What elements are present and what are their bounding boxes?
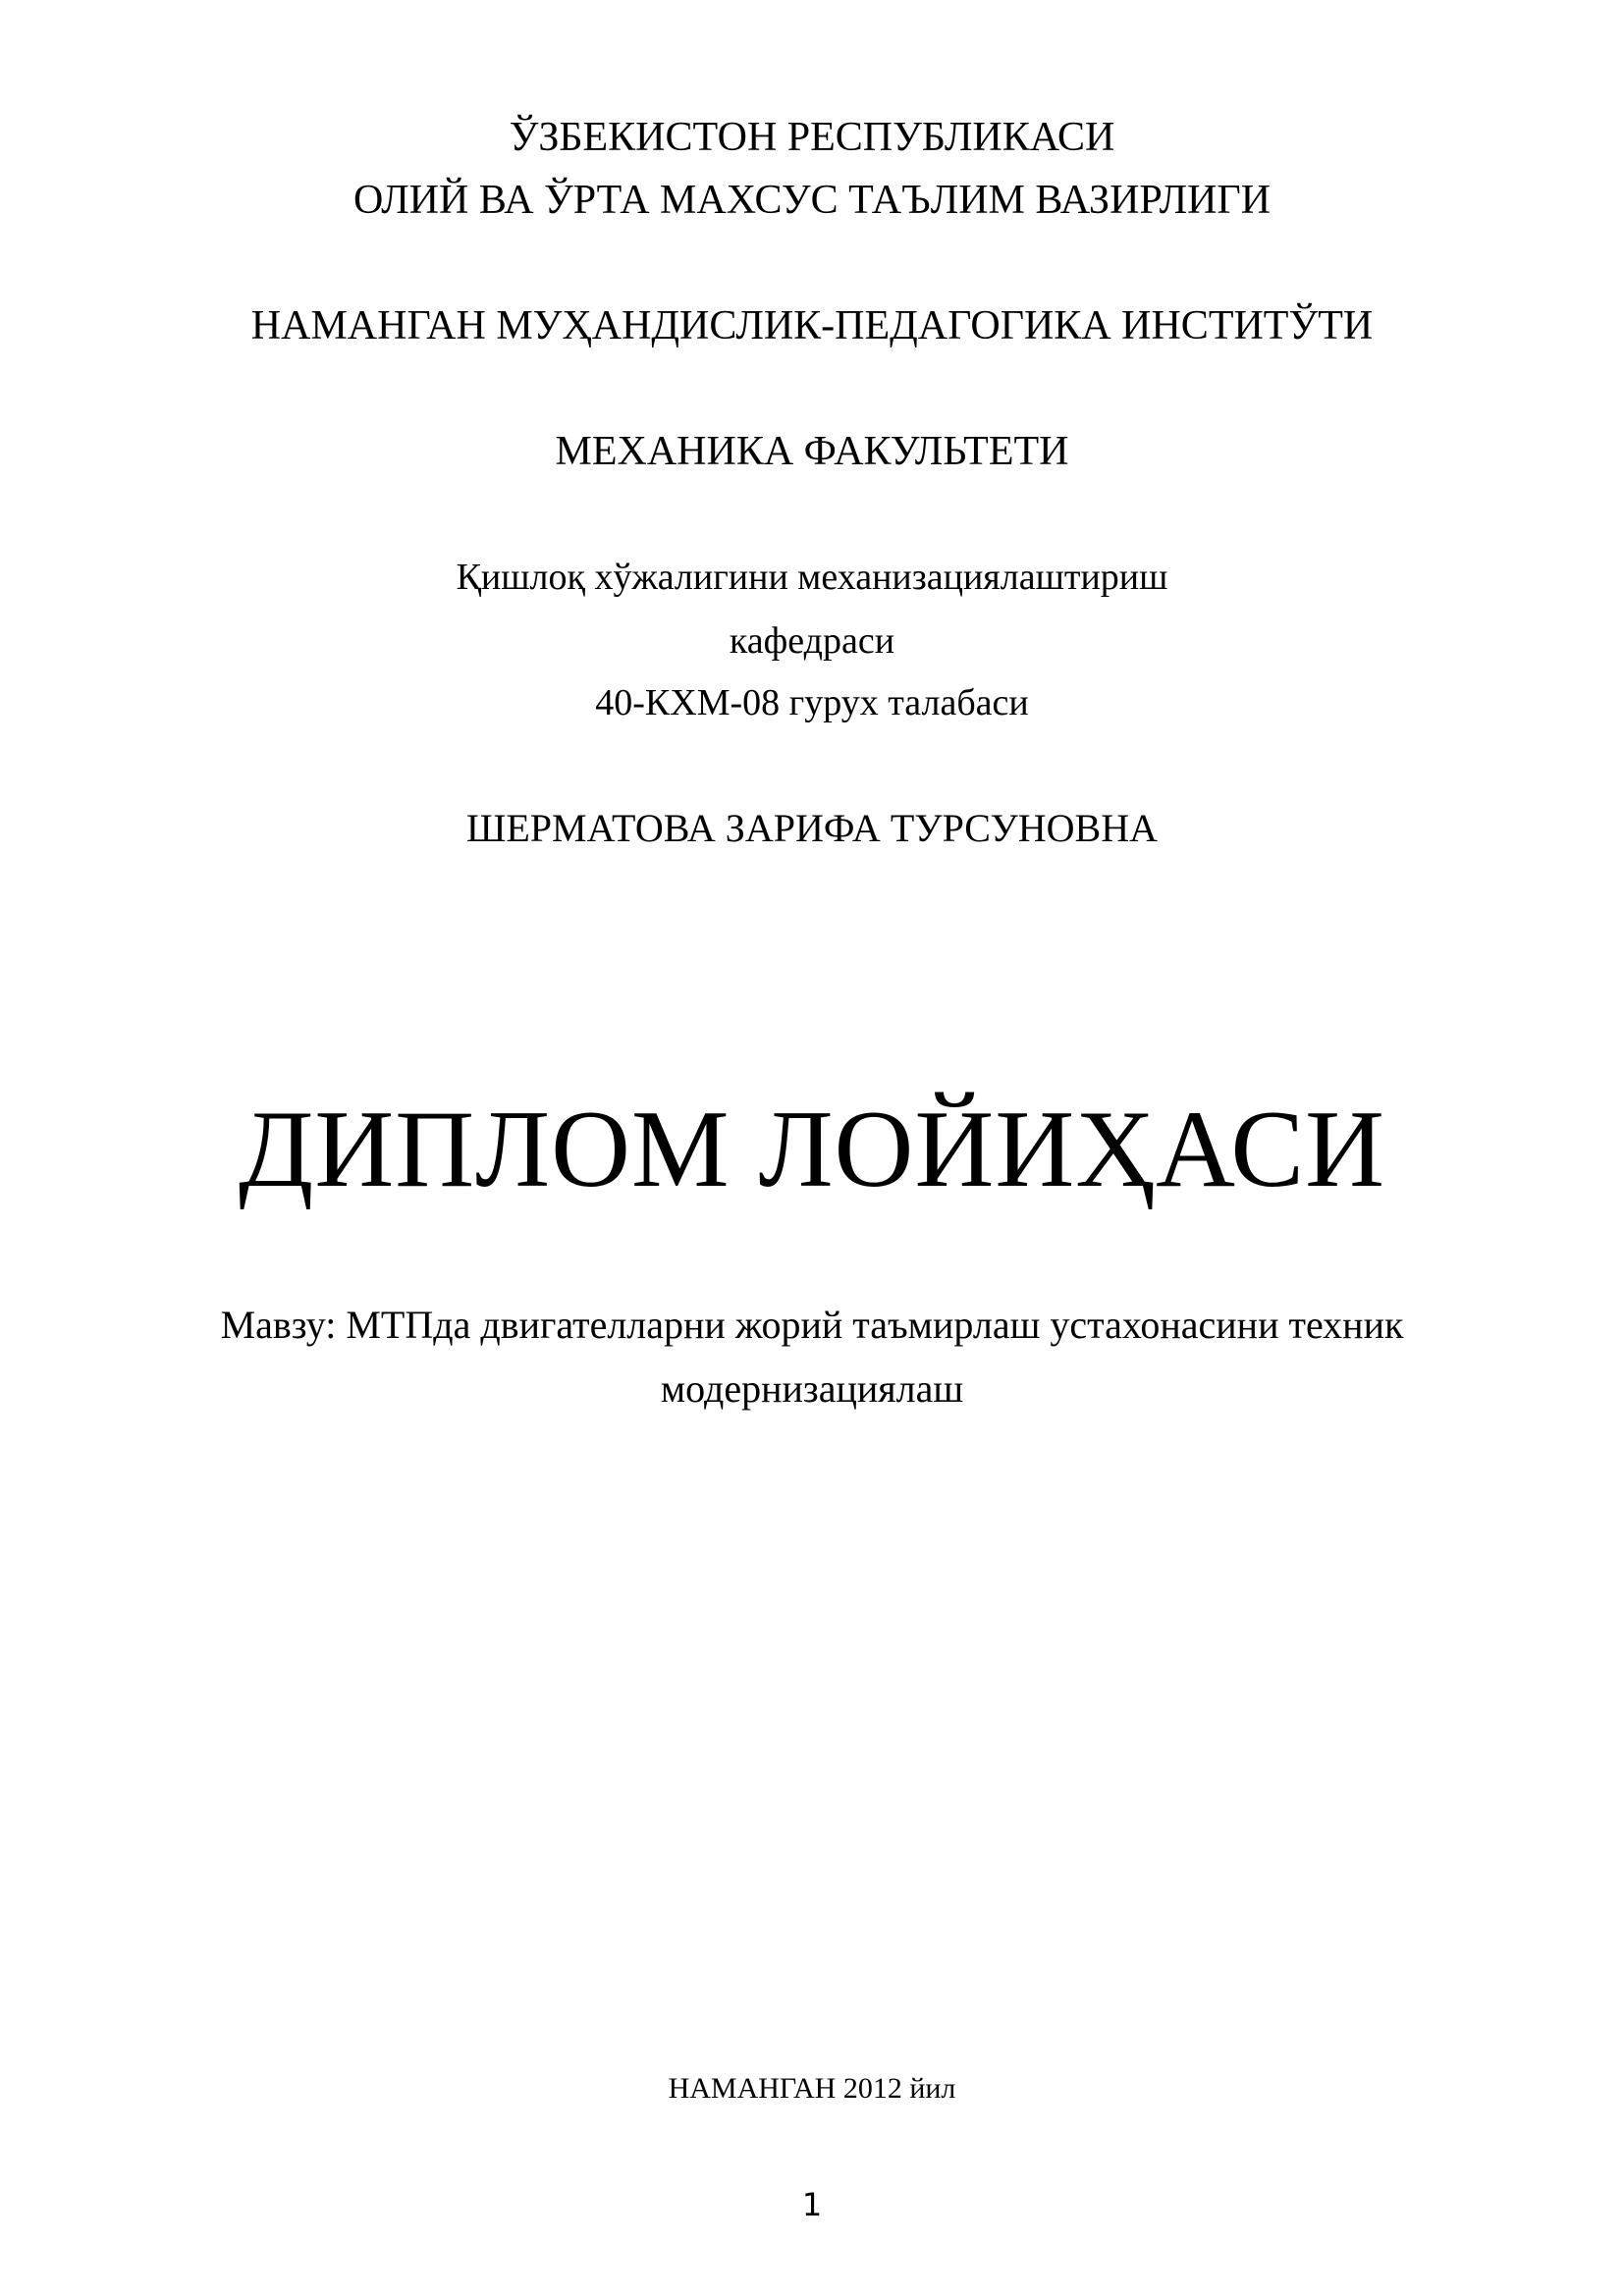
faculty-heading: МЕХАНИКА ФАКУЛЬТЕТИ xyxy=(555,429,1069,474)
topic-line-1: Мавзу: МТПда двигателларни жорий таъмирлаш устахонасини техник xyxy=(220,1303,1404,1347)
republic-heading: ЎЗБЕКИСТОН РЕСПУБЛИКАСИ xyxy=(509,115,1115,160)
document-title: ДИПЛОМ ЛОЙИҲАСИ xyxy=(239,1089,1385,1210)
student-name: ШЕРМАТОВА ЗАРИФА ТУРСУНОВНА xyxy=(465,806,1159,850)
ministry-heading: ОЛИЙ ВА ЎРТА МАХСУС ТАЪЛИМ ВАЗИРЛИГИ xyxy=(352,178,1272,223)
page-number: 1 xyxy=(801,2186,823,2223)
institute-heading: НАМАНГАН МУҲАНДИСЛИК-ПЕДАГОГИКА ИНСТИТЎТИ xyxy=(250,303,1374,348)
student-group: 40-КХМ-08 гурух талабаси xyxy=(595,682,1029,723)
department-line-1: Қишлоқ хўжалигини механизациялаштириш xyxy=(456,557,1168,598)
topic-line-2: модернизациялаш xyxy=(660,1366,964,1411)
city-year: НАМАНГАН 2012 йил xyxy=(668,2072,956,2105)
department-line-2: кафедраси xyxy=(729,620,895,662)
